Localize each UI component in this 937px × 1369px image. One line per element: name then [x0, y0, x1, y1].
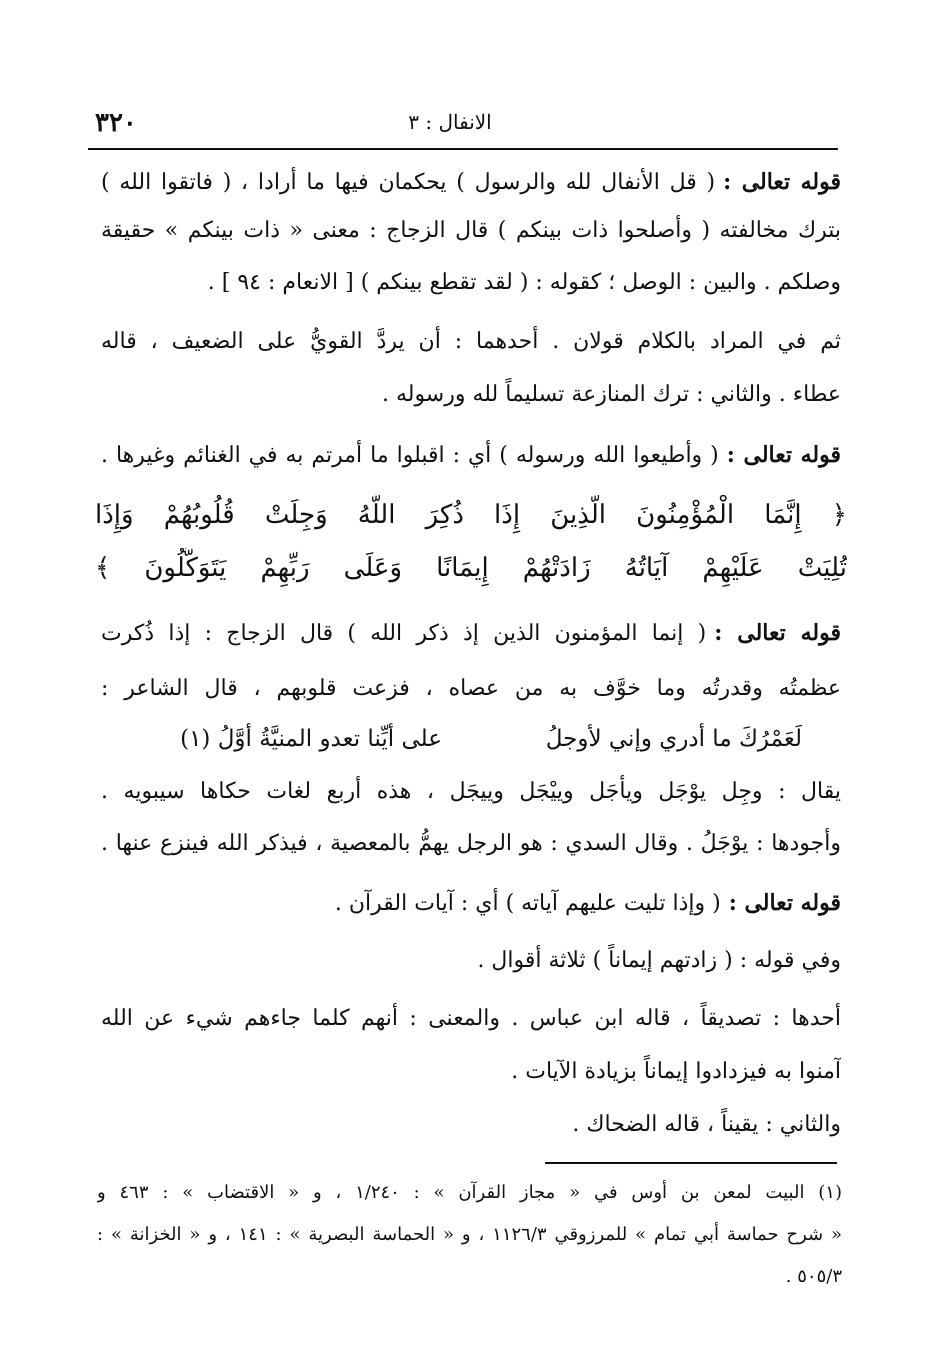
body-line-1 [101, 165, 841, 201]
body-line-13: أحدها : تصديقاً ، قاله ابن عباس . والمعنى : أنهم كلما جاءهم شيء عن الله [101, 1006, 841, 1031]
body-line-11 [101, 886, 841, 922]
quran-verse-line-2: تُلِيَتْ عَلَيْهِمْ آيَاتُهُ زَادَتْهُمْ إِيمَانًا وَعَلَى رَبِّهِمْ يَتَوَكَّلُونَ ﴾ [95, 553, 847, 583]
body-line-9: يقال : وجِل يوْجَل ويأجَل وييْجَل وييجَل ، هذه أربع لغات حكاها سيبويه . [101, 779, 841, 804]
body-line-7 [101, 616, 841, 652]
poem-verse [102, 720, 802, 760]
line-text: ( وأطيعوا الله ورسوله ) أي : اقبلوا ما أمرتم به في الغنائم وغيرها . [101, 443, 719, 468]
body-line-3: وصلكم . والبين : الوصل ؛ كقوله : ( لقد تقطع بينكم ) [ الانعام : ٩٤ ] . [207, 270, 841, 295]
quran-verse-line-1: ﴿ إِنَّمَا الْمُؤْمِنُونَ الَّذِينَ إِذَا ذُكِرَ اللَّهُ وَجِلَتْ قُلُوبُهُمْ وَإِذَا [95, 500, 847, 530]
poem-hemistich-2: على أيِّنا تعدو المنيَّةُ أوَّلُ (١) [180, 726, 442, 752]
body-line-5: عطاء . والثاني : ترك المنازعة تسليماً لله ورسوله . [381, 382, 841, 407]
body-line-10: وأجودها : يوْجَلُ . وقال السدي : هو الرجل يهمُّ بالمعصية ، فيذكر الله فينزع عنها . [101, 831, 841, 856]
header-rule [88, 148, 838, 150]
footnote-line-1: (١) البيت لمعن بن أوس في « مجاز القرآن » : ١/٢٤٠ ، و « الاقتضاب » : ٤٦٣ و [97, 1182, 842, 1203]
footnote-rule [545, 1162, 837, 1164]
body-line-6 [101, 438, 841, 474]
keyword-qawluhu-taala: قوله تعالى : [726, 442, 841, 468]
keyword-qawluhu-taala: قوله تعالى : [728, 890, 841, 916]
page-number: ٣٢٠ [95, 108, 137, 138]
footnote-line-3: ٥٠٥/٣ . [785, 1266, 842, 1287]
line-text: ( قل الأنفال لله والرسول ) يحكمان فيها ما أرادا ، ( فاتقوا الله ) [101, 170, 716, 195]
keyword-qawluhu-taala: قوله تعالى : [723, 169, 841, 195]
body-line-14: آمنوا به فيزدادوا إيماناً بزيادة الآيات . [511, 1059, 841, 1084]
body-line-4: ثم في المراد بالكلام قولان . أحدهما : أن يردَّ القويُّ على الضعيف ، قاله [101, 329, 841, 354]
running-title: الانفال : ٣ [408, 110, 492, 134]
keyword-qawluhu-taala: قوله تعالى : [714, 620, 841, 646]
body-line-2: بترك مخالفته ( وأصلحوا ذات بينكم ) قال الزجاج : معنى « ذات بينكم » حقيقة [101, 218, 841, 243]
poem-hemistich-1: لَعَمْرُكَ ما أدري وإني لأوجلُ [545, 726, 802, 752]
body-line-8: عظمتُه وقدرتُه وما خوَّف به من عصاه ، فزعت قلوبهم ، قال الشاعر : [101, 676, 841, 701]
body-line-12: وفي قوله : ( زادتهم إيماناً ) ثلاثة أقوال . [477, 948, 841, 973]
body-line-15: والثاني : يقيناً ، قاله الضحاك . [572, 1112, 841, 1137]
line-text: ( وإذا تليت عليهم آياته ) أي : آيات القرآن . [334, 891, 721, 916]
footnote-line-2: « شرح حماسة أبي تمام » للمرزوقي ١١٢٦/٣ ، و « الحماسة البصرية » : ١٤١ ، و « الخزانة » : [97, 1224, 842, 1245]
line-text: ( إنما المؤمنون الذين إذ ذكر الله ) قال الزجاج : إذا ذُكرت [101, 621, 707, 646]
